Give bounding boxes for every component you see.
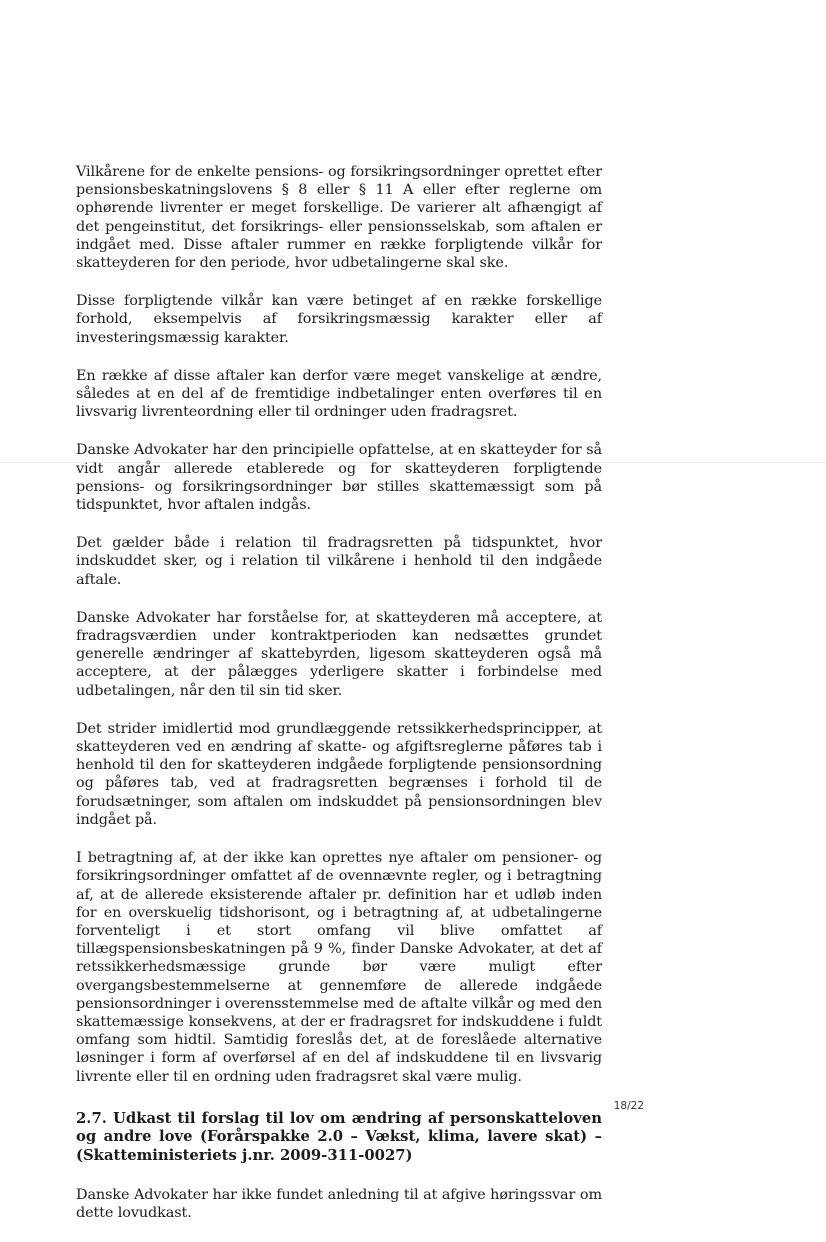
- section-heading-2-7: 2.7. Udkast til forslag til lov om ændring af personskatteloven og andre love (Forårspakke 2.0 – Vækst, klima, lavere skat) – (Skatteministeriets j.nr. 2009-311-0027): [76, 1109, 602, 1164]
- paragraph-pension-terms: Vilkårene for de enkelte pensions- og forsikringsordninger oprettet efter pensionsbeskatningslovens § 8 eller § 11 A eller efter reglerne om ophørende livrenter er meget forskellige. De varierer alt afhængigt af det pengeinstitut, det forsikrings- eller pensionsselskab, som aftalen er indgået med. Disse aftaler rummer en række forpligtende vilkår for skatteyderen for den periode, hvor udbetalingerne skal ske.: [76, 164, 602, 272]
- paragraph-difficult-to-change: En række af disse aftaler kan derfor være meget vanskelige at ændre, således at en del af de fremtidige indbetalinger enten overføres til en livsvarig livrenteordning eller til ordninger uden fradragsret.: [76, 367, 602, 421]
- paragraph-legal-certainty: Det strider imidlertid mod grundlæggende retssikkerhedsprincipper, at skatteyderen ved en ændring af skatte- og afgiftsreglerne påføres tab i henhold til den for skatteyderen indgåede forpligtende pensionsordning og påføres tab, ved at fradragsretten begrænses i forhold til de forudsætninger, som aftalen om indskuddet på pensionsordningen blev indgået på.: [76, 720, 602, 828]
- paragraph-binding-conditions: Disse forpligtende vilkår kan være betinget af en række forskellige forhold, eksempelvis af forsikringsmæssig karakter eller af investeringsmæssig karakter.: [76, 293, 602, 346]
- document-body: [76, 163, 602, 1242]
- paragraph-understanding: Danske Advokater har forståelse for, at skatteyderen må acceptere, at fradragsværdien under kontraktperioden kan nedsættes grundet generelle ændringer af skattebyrden, ligesom skatteyderen også må acceptere, at der pålægges yderligere skatter i forbindelse med udbetalingen, når den til sin tid sker.: [76, 609, 602, 699]
- paragraph-transition-rules: I betragtning af, at der ikke kan oprettes nye aftaler om pensioner- og forsikringsordninger omfattet af de ovennævnte regler, og i betragtning af, at de allerede eksisterende aftaler pr. definition har et udløb inden for en overskuelig tidshorisont, og i betragtning af, at udbetalingerne forventeligt i et stort omfang vil blive omfattet af tillægspensionsbeskatningen på 9 %, finder Danske Advokater, at det af retssikkerhedsmæssige grunde bør være muligt efter overgangsbestemmelserne at gennemføre de allerede indgåede pensionsordninger i overensstemmelse med de aftalte vilkår og med den skattemæssige konsekvens, at der er fradragsret for indskuddene i fuldt omfang som hidtil. Samtidig foreslås det, at de foreslåede alternative løsninger i form af overførsel af en del af indskuddene til en livsvarig livrente eller til en ordning uden fradragsret skal være mulig.: [76, 850, 602, 1085]
- page-number: 18/22: [613, 1100, 644, 1112]
- paragraph-no-response: Danske Advokater har ikke fundet anledning til at afgive høringssvar om dette lovudkast.: [76, 1186, 602, 1221]
- paragraph-deduction-right: Det gælder både i relation til fradragsretten på tidspunktet, hvor indskuddet sker, og i relation til vilkårene i henhold til den indgåede aftale.: [76, 535, 602, 588]
- paragraph-principal-view: Danske Advokater har den principielle opfattelse, at en skatteyder for så vidt angår allerede etablerede og for skatteyderen forpligtende pensions- og forsikringsordninger bør stilles skattemæssigt som på tidspunktet, hvor aftalen indgås.: [76, 442, 602, 514]
